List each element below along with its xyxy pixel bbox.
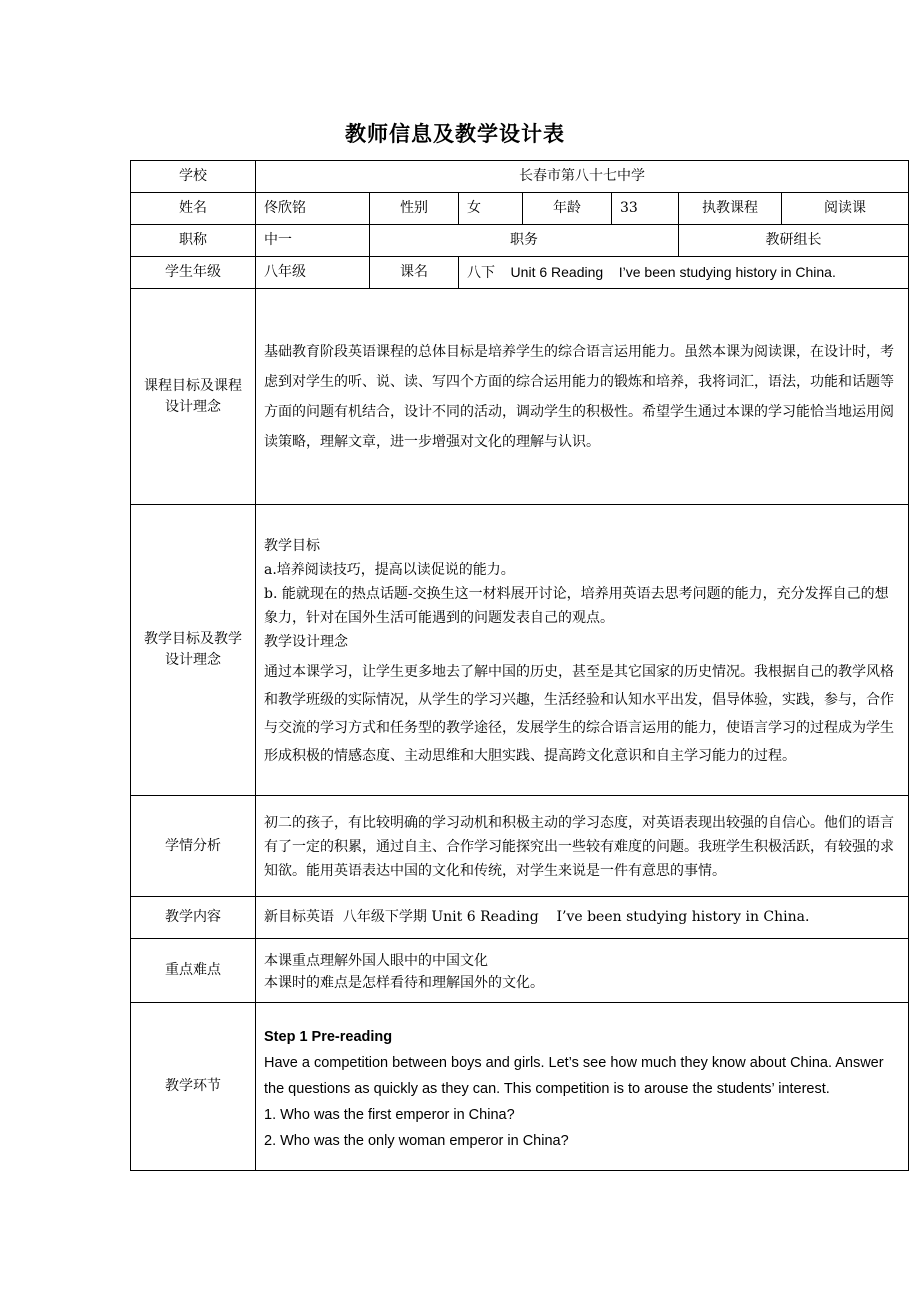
rank-value: 中一 — [256, 225, 370, 257]
student-analysis-cell — [256, 796, 909, 897]
row-teaching-procedure — [131, 1003, 909, 1171]
teaching-procedure-label: 教学环节 — [131, 1003, 256, 1171]
course-goals-cell — [256, 289, 909, 505]
row-name — [131, 193, 909, 225]
name-value: 佟欣铭 — [256, 193, 370, 225]
grade-value: 八年级 — [256, 257, 370, 289]
student-analysis-label: 学情分析 — [131, 796, 256, 897]
course-label: 执教课程 — [679, 193, 782, 225]
teacher-design-table — [130, 160, 909, 1171]
key-points-label: 重点难点 — [131, 939, 256, 1003]
course-goals-label: 课程目标及课程设计理念 — [131, 289, 256, 505]
design-concept-text: 通过本课学习，让学生更多地去了解中国的历史，甚至是其它国家的历史情况。我根据自己的教学风格和教学班级的实际情况，从学生的学习兴趣，生活经验和认知水平出发，倡导体验，实践，参与，合作与交流的学习方式和任务型的教学途径，发展学生的综合语言运用的能力，使语言学习的过程成为学生形成积极的情感态度、主动思维和大胆实践、提高跨文化意识和自主学习能力的过程。 — [264, 664, 894, 764]
age-label: 年龄 — [523, 193, 612, 225]
row-grade — [131, 257, 909, 289]
teaching-objectives-label: 教学目标及教学设计理念 — [131, 505, 256, 796]
row-school — [131, 161, 909, 193]
question-1: 1. Who was the first emperor in China? — [264, 1106, 515, 1123]
objectives-heading: 教学目标 — [264, 538, 320, 554]
course-goals-text: 基础教育阶段英语课程的总体目标是培养学生的综合语言运用能力。虽然本课为阅读课，在设计时，考虑到对学生的听、说、读、写四个方面的综合运用能力的锻炼和培养，我将词汇，语法，功能和话题等方面的问题有机结合，设计不同的活动，调动学生的积极性。希望学生通过本课的学习能恰当地运用阅读策略，理解文章，进一步增强对文化的理解与认识。 — [264, 343, 894, 450]
row-teaching-objectives — [131, 505, 909, 796]
row-key-points — [131, 939, 909, 1003]
age-value: 33 — [612, 193, 679, 225]
step-description: Have a competition between boys and girls. Let’s see how much they know about China. Answer the questions as quickly as they can. This competition is to arouse the students’ interest. — [264, 1054, 884, 1097]
difficult-point-line: 本课时的难点是怎样看待和理解国外的文化。 — [264, 974, 544, 991]
grade-label: 学生年级 — [131, 257, 256, 289]
position-label: 职务 — [370, 225, 679, 257]
row-course-goals — [131, 289, 909, 505]
name-label: 姓名 — [131, 193, 256, 225]
teaching-content-text: 新目标英语 八年级下学期 Unit 6 Reading I’ve been studying history in China. — [256, 897, 909, 939]
school-value: 长春市第八十七中学 — [256, 161, 909, 193]
row-rank — [131, 225, 909, 257]
question-2: 2. Who was the only woman emperor in China? — [264, 1132, 569, 1149]
position-value: 教研组长 — [679, 225, 909, 257]
lesson-label: 课名 — [370, 257, 459, 289]
design-concept-heading: 教学设计理念 — [264, 634, 348, 650]
key-point-line: 本课重点理解外国人眼中的中国文化 — [264, 952, 488, 969]
row-student-analysis — [131, 796, 909, 897]
row-teaching-content — [131, 897, 909, 939]
gender-label: 性别 — [370, 193, 459, 225]
objective-item-b: b. 能就现在的热点话题-交换生这一材料展开讨论，培养用英语去思考问题的能力，充分发挥自己的想象力，针对在国外生活可能遇到的问题发表自己的观点。 — [264, 586, 889, 626]
key-points-cell — [256, 939, 909, 1003]
rank-label: 职称 — [131, 225, 256, 257]
teaching-objectives-cell — [256, 505, 909, 796]
student-analysis-text: 初二的孩子，有比较明确的学习动机和积极主动的学习态度，对英语表现出较强的自信心。他们的语言有了一定的积累，通过自主、合作学习能探究出一些较有难度的问题。我班学生积极活跃，有较强的求知欲。能用英语表达中国的文化和传统，对学生来说是一件有意思的事情。 — [264, 815, 894, 879]
gender-value: 女 — [459, 193, 523, 225]
teaching-procedure-cell — [256, 1003, 909, 1171]
objective-item-a: a.培养阅读技巧，提高以读促说的能力。 — [264, 562, 515, 578]
teaching-content-label: 教学内容 — [131, 897, 256, 939]
step-title: Step 1 Pre-reading — [264, 1028, 393, 1045]
school-label: 学校 — [131, 161, 256, 193]
document-title: 教师信息及教学设计表 — [345, 122, 565, 146]
course-value: 阅读课 — [782, 193, 909, 225]
lesson-value: 八下 Unit 6 Reading I’ve been studying history in China. — [459, 257, 909, 289]
